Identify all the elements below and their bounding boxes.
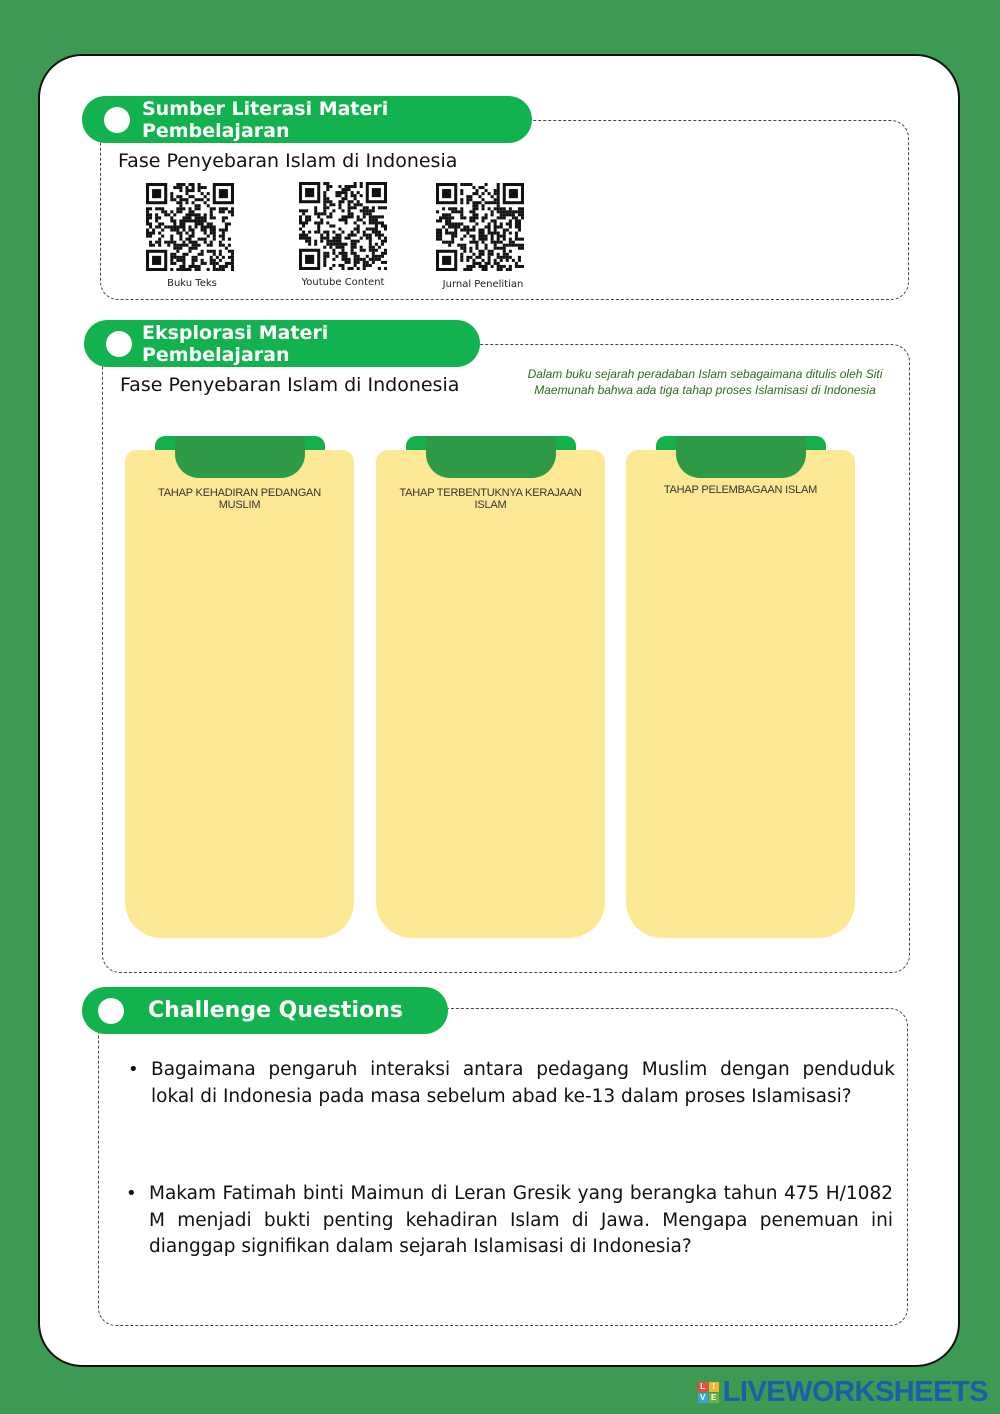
qr-code-jurnal-penelitian[interactable] <box>436 183 524 271</box>
column-tab <box>175 436 305 478</box>
column-title-pelembagaan: TAHAP PELEMBAGAAN ISLAM <box>663 484 818 496</box>
challenge-header <box>82 987 448 1034</box>
qr-code-youtube-content[interactable] <box>299 182 387 270</box>
qr-label-buku-teks: Buku Teks <box>167 278 217 289</box>
challenge-title: Challenge Questions <box>148 998 403 1023</box>
logo-letter-i: I <box>709 1382 719 1392</box>
liveworksheets-logo <box>698 1376 988 1409</box>
eksplorasi-title: Eksplorasi Materi Pembelajaran <box>142 321 329 366</box>
eksplorasi-subtitle: Fase Penyebaran Islam di Indonesia <box>120 374 460 396</box>
qr-code-buku-teks[interactable] <box>146 183 234 271</box>
column-title-kerajaan: TAHAP TERBENTUKNYA KERAJAAN ISLAM <box>399 487 582 511</box>
question-text: Makam Fatimah binti Maimun di Leran Gresik yang berangka tahun 475 H/1082 M menjadi bukti penting kehadiran Islam di Jawa. Mengapa penemuan ini dianggap signifikan dalam sejarah Islamisasi di Indonesia? <box>149 1183 893 1257</box>
column-kehadiran[interactable] <box>125 450 354 938</box>
eksplorasi-note: Dalam buku sejarah peradaban Islam sebagaimana ditulis oleh Siti Maemunah bahwa ada tiga tahap proses Islamisasi di Indonesia <box>527 367 883 397</box>
bullet-dot-icon <box>106 331 132 357</box>
question-text: Bagaimana pengaruh interaksi antara pedagang Muslim dengan penduduk lokal di Indonesia pada masa sebelum abad ke-13 dalam proses Islamisasi? <box>151 1059 895 1107</box>
bullet-icon: • <box>128 1059 139 1080</box>
column-title-kehadiran: TAHAP KEHADIRAN PEDANGAN MUSLIM <box>158 487 321 511</box>
bullet-dot-icon <box>98 998 124 1024</box>
question-item <box>128 1181 893 1261</box>
literasi-header <box>82 96 532 143</box>
column-tab <box>426 436 556 478</box>
bullet-dot-icon <box>104 107 130 133</box>
eksplorasi-header <box>84 320 480 367</box>
question-item <box>130 1057 895 1110</box>
logo-letter-l: L <box>698 1382 708 1392</box>
qr-label-youtube-content: Youtube Content <box>301 277 385 288</box>
challenge-box <box>98 1008 908 1326</box>
literasi-subtitle: Fase Penyebaran Islam di Indonesia <box>118 150 458 172</box>
logo-letter-e: E <box>709 1393 719 1403</box>
literasi-title: Sumber Literasi Materi Pembelajaran <box>142 97 389 142</box>
column-pelembagaan[interactable] <box>626 450 855 938</box>
column-tab <box>676 436 806 478</box>
logo-grid-icon <box>698 1382 719 1403</box>
logo-text: LIVEWORKSHEETS <box>722 1376 988 1408</box>
qr-label-jurnal-penelitian: Jurnal Penelitian <box>442 279 524 290</box>
column-kerajaan[interactable] <box>376 450 605 938</box>
bullet-icon: • <box>126 1183 137 1204</box>
logo-letter-v: V <box>698 1393 708 1403</box>
